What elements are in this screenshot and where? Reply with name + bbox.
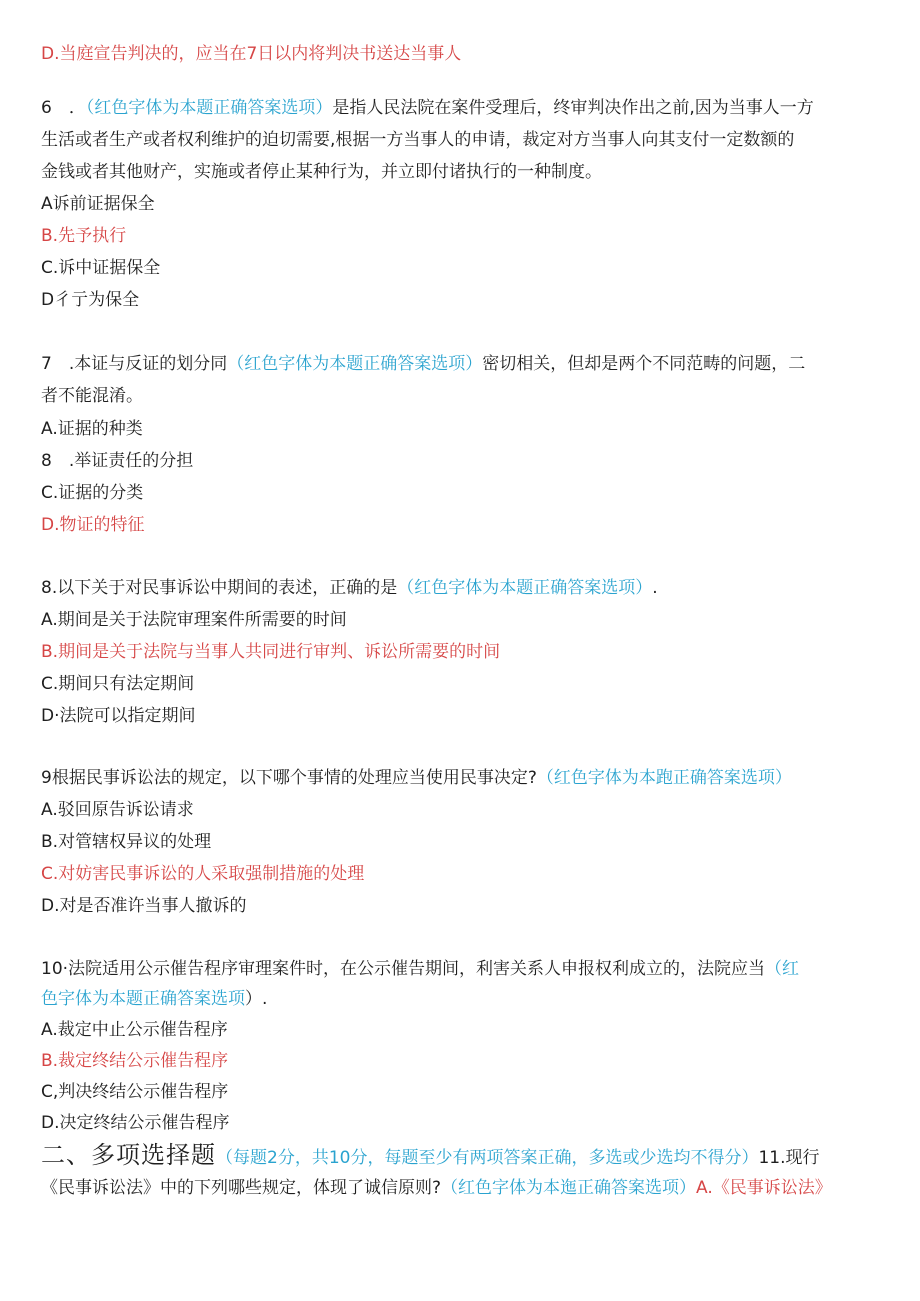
q8-option-b-correct: B.期间是关于法院与当事人共同进行审判、诉讼所需要的时间: [41, 642, 501, 662]
q11-answer-hint: （红色字体为本迤正确答案选项）: [441, 1178, 697, 1198]
q8-option-d: D·法院可以指定期间: [41, 706, 196, 726]
q10-option-c: C,判决终结公示催告程序: [41, 1082, 229, 1102]
q6-number: 6 ．: [41, 98, 86, 118]
section-2-instructions: （每题2分，共10分，每题至少有两项答案正确，多选或少选均不得分）: [216, 1148, 759, 1168]
section-2-title: 二、多项选择题: [41, 1141, 216, 1169]
q10-option-b-correct: B.裁定终结公示催告程序: [41, 1051, 229, 1071]
section-2-heading-line: [41, 1141, 884, 1172]
q6-answer-hint: （红色字体为本题正确答案选项）: [85, 98, 333, 118]
q7-option-d-correct: D.物证的特征: [41, 515, 145, 535]
q9-option-b: B.对管辖权异议的处理: [41, 832, 212, 852]
q6-option-d: D彳亍为保全: [41, 290, 140, 310]
q10-option-a: A.裁定中止公示催告程序: [41, 1020, 228, 1040]
q6-stem-line-2: 生活或者生产或者权利维护的迫切需要,根据一方当事人的申请，裁定对方当事人向其支付一定数额的: [41, 130, 795, 150]
q6-stem-line-3: 金钱或者其他财产，实施或者停止某种行为，并立即付诸执行的一种制度。: [41, 162, 602, 182]
q10-stem-line-1: [41, 958, 884, 980]
q10-stem-line-2: [41, 988, 884, 1010]
q9-stem-pre: 9根据民事诉讼法的规定，以下哪个事情的处理应当使用民事决定?: [41, 768, 537, 788]
q10-answer-hint-start: （红: [765, 959, 800, 979]
q7-answer-hint: （红色字体为本题正确答案选项）: [227, 354, 483, 374]
q9-answer-hint: （红色字体为本跑正确答案选项）: [536, 768, 792, 788]
q9-option-c-correct: C.对妨害民事诉讼的人采取强制措施的处理: [41, 864, 365, 884]
q7-stem-line-2: 者不能混淆。: [41, 386, 143, 406]
q10-answer-hint-end: 色字体为本题正确答案选项: [41, 989, 245, 1009]
q8-stem-post: .: [652, 578, 658, 598]
q6-option-b-correct: B.先予执行: [41, 226, 127, 246]
q7-option-b: 8 .举证责任的分担: [41, 451, 194, 471]
q11-stem-line: [41, 1177, 884, 1199]
q7-stem-line-1: [41, 353, 884, 375]
q7-option-c: C.证据的分类: [41, 483, 144, 503]
q7-option-a: A.证据的种类: [41, 419, 143, 439]
q9-stem: [41, 767, 884, 789]
q8-option-a: A.期间是关于法院审理案件所需要的时间: [41, 610, 347, 630]
q8-stem: [41, 577, 884, 599]
q8-stem-pre: 8.以下关于对民事诉讼中期间的表述，正确的是: [41, 578, 398, 598]
q10-stem-pre: 10·法院适用公示催告程序审理案件时，在公示催告期间，利害关系人申报权利成立的，法院应当: [41, 959, 766, 979]
q10-option-d: D.决定终结公示催告程序: [41, 1113, 230, 1133]
q7-stem-post: 密切相关，但却是两个不同范畴的问题，二: [482, 354, 806, 374]
q8-answer-hint: （红色字体为本题正确答案选项）: [397, 578, 653, 598]
q9-option-d: D.对是否准许当事人撤诉的: [41, 896, 247, 916]
q11-number: 11.现行: [758, 1148, 820, 1168]
q5-option-d: D.当庭宣告判决的，应当在7日以内将判决书送达当事人: [41, 44, 462, 64]
q11-option-a-start: A.《民事诉讼法》: [696, 1178, 832, 1198]
q6-stem-line-1: [41, 97, 884, 119]
q7-stem-pre: 7 .本证与反证的划分同: [41, 354, 228, 374]
q8-option-c: C.期间只有法定期间: [41, 674, 195, 694]
q9-option-a: A.驳回原告诉讼请求: [41, 800, 194, 820]
q10-stem-post: ）.: [245, 989, 268, 1009]
q6-option-a: A诉前证据保全: [41, 194, 155, 214]
q11-stem: 《民事诉讼法》中的下列哪些规定，体现了诚信原则?: [41, 1178, 442, 1198]
q6-stem-text: 是指人民法院在案件受理后，终审判决作出之前,因为当事人一方: [332, 98, 814, 118]
q6-option-c: C.诉中证据保全: [41, 258, 161, 278]
